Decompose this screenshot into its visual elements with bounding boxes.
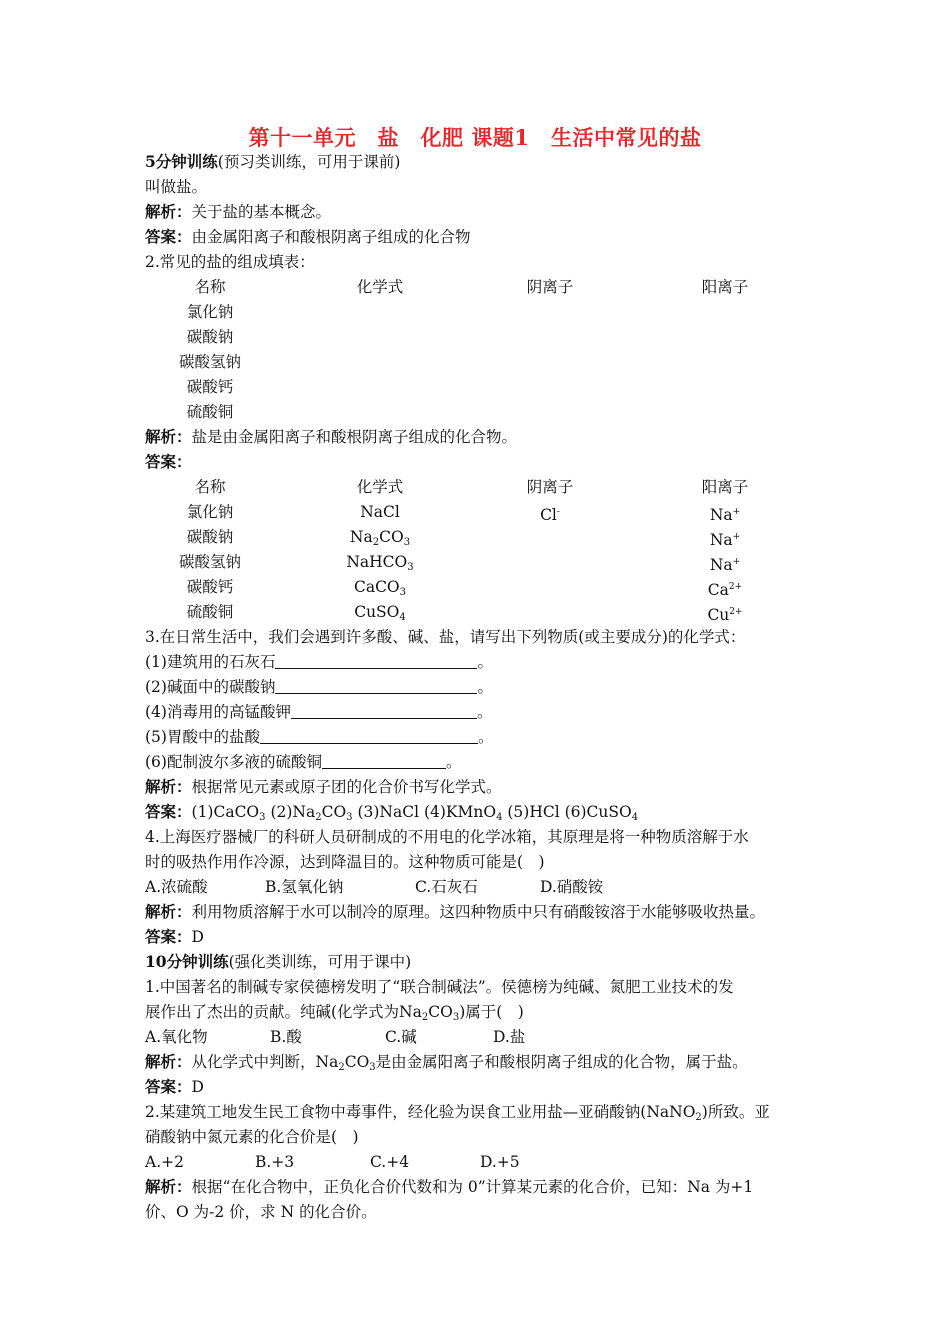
q3-analysis (145, 777, 815, 797)
formula-subscript: 3 (403, 537, 411, 548)
ion-symbol: Na (709, 556, 733, 574)
table-cell-name: 氯化钠 (186, 303, 234, 321)
q4-options (145, 877, 815, 897)
p2-analysis-cont: 价、O 为-2 价，求 N 的化合价。 (145, 1203, 377, 1221)
section-title: 5分钟训练 (145, 152, 218, 171)
table-cell-anion (500, 502, 600, 525)
formula-subscript: 2 (695, 1112, 702, 1123)
analysis-text: 关于盐的基本概念。 (191, 203, 332, 221)
option-d: D.+5 (480, 1153, 520, 1171)
item-label: (2)碱面中的碳酸钠 (145, 678, 276, 696)
text-part: 从化学式中判断，Na (191, 1053, 339, 1071)
item-end: 。 (477, 653, 493, 671)
section-subtitle: (强化类训练，可用于课中) (228, 953, 412, 971)
option-b: B.+3 (255, 1153, 295, 1171)
answer-text: D (191, 928, 204, 946)
q3-item (145, 752, 815, 772)
q2-text: 2.常见的盐的组成填表： (145, 253, 315, 271)
answer-label: 答案： (145, 927, 192, 946)
q1-text: 叫做盐。 (145, 178, 208, 196)
section-title: 10分钟训练 (145, 952, 229, 971)
table-header-cation: 阳离子 (701, 478, 749, 496)
ion-charge: 2+ (729, 607, 743, 617)
ion-symbol: Cu (707, 606, 730, 624)
answer-blank[interactable] (260, 729, 478, 744)
table-cell-cation (675, 602, 775, 625)
table-cell-name: 碳酸钠 (186, 328, 234, 346)
table-header-anion: 阴离子 (526, 478, 574, 496)
table-cell-name: 碳酸钙 (186, 378, 234, 396)
table-cell-name: 氯化钠 (186, 503, 234, 521)
table-cell-name: 碳酸钠 (186, 528, 234, 546)
ion-symbol: Na (709, 531, 733, 549)
option-a: A.浓硫酸 (145, 878, 208, 896)
q1-analysis (145, 202, 815, 222)
formula-subscript: 2 (338, 1062, 345, 1073)
analysis-label: 解析： (145, 427, 192, 446)
answer-part: (2)Na (265, 803, 316, 821)
table-header-name: 名称 (194, 278, 226, 296)
table-cell-name: 硫酸铜 (186, 603, 234, 621)
answer-blank[interactable] (291, 704, 477, 719)
q3-item (145, 727, 815, 747)
text-part: 是由金属阳离子和酸根阴离子组成的化合物，属于盐。 (375, 1053, 748, 1071)
answer-text: 由金属阳离子和酸根阴离子组成的化合物 (191, 228, 471, 246)
item-label: (5)胃酸中的盐酸 (145, 728, 260, 746)
table-cell-formula (330, 552, 430, 578)
p2-text (145, 1102, 815, 1128)
p1-analysis (145, 1052, 815, 1078)
text-part: 2.某建筑工地发生民工食物中毒事件，经化验为误食工业用盐—亚硝酸钠(NaNO (145, 1103, 696, 1121)
analysis-label: 解析： (145, 1177, 192, 1196)
q2-answer-label: 答案： (145, 452, 192, 471)
table-cell-name: 碳酸氢钠 (178, 553, 241, 571)
formula-subscript: 3 (346, 812, 353, 823)
q4-analysis (145, 902, 815, 922)
p2-analysis (145, 1177, 815, 1197)
analysis-text: 根据“在化合物中，正负化合价代数和为 0”计算某元素的化合价，已知：Na 为+1 (191, 1178, 754, 1196)
q3-item (145, 702, 815, 722)
analysis-text: 利用物质溶解于水可以制冷的原理。这四种物质中只有硝酸铵溶于水能够吸收热量。 (191, 903, 766, 921)
item-label: (1)建筑用的石灰石 (145, 653, 276, 671)
answer-blank[interactable] (275, 654, 477, 669)
p1-text: 1.中国著名的制碱专家侯德榜发明了“联合制碱法”。侯德榜为纯碱、氮肥工业技术的发 (145, 978, 734, 996)
table-cell-name: 碳酸氢钠 (178, 353, 241, 371)
formula-part: Na (349, 528, 373, 546)
item-label: (4)消毒用的高锰酸钾 (145, 703, 291, 721)
option-b: B.酸 (270, 1028, 302, 1046)
table-cell-cation (675, 552, 775, 575)
table-cell-formula (330, 577, 430, 603)
analysis-label: 解析： (145, 902, 192, 921)
item-label: (6)配制波尔多液的硫酸铜 (145, 753, 322, 771)
table-header-name: 名称 (194, 478, 226, 496)
item-end: 。 (445, 753, 462, 771)
formula-subscript: 3 (399, 587, 407, 598)
table-cell-formula (330, 527, 430, 553)
option-a: A.+2 (145, 1153, 184, 1171)
text-part: CO (428, 1003, 453, 1021)
q2-analysis (145, 427, 815, 447)
answer-part: (1)CaCO (191, 803, 260, 821)
table-header-anion: 阴离子 (526, 278, 574, 296)
section-heading (145, 152, 815, 172)
formula-subscript: 3 (369, 1062, 376, 1073)
formula-part: NaHCO (346, 553, 408, 571)
section-heading (145, 952, 815, 972)
ion-symbol: Ca (707, 581, 729, 599)
formula-subscript: 3 (407, 562, 414, 573)
section-subtitle: (预习类训练，可用于课前) (217, 153, 401, 171)
analysis-label: 解析： (145, 1052, 192, 1071)
ion-charge: + (732, 557, 741, 567)
answer-blank[interactable] (275, 679, 477, 694)
answer-part: (5)HCl (6)CuSO (502, 803, 632, 821)
text-part: 展作出了杰出的贡献。纯碱(化学式为Na (145, 1003, 422, 1021)
ion-charge: - (556, 507, 560, 517)
answer-part: CO (321, 803, 347, 821)
formula-part: CaCO (353, 578, 400, 596)
answer-blank[interactable] (322, 754, 446, 769)
q4-answer (145, 927, 815, 947)
item-end: 。 (477, 728, 494, 746)
p1-text (145, 1002, 815, 1028)
answer-label: 答案： (145, 1077, 192, 1096)
formula-subscript: 2 (315, 812, 322, 823)
table-cell-formula (330, 602, 430, 628)
q1-answer (145, 227, 815, 247)
table-cell-name: 硫酸铜 (186, 403, 234, 421)
table-cell-cation (675, 502, 775, 525)
table-header-formula: 化学式 (356, 278, 404, 296)
p1-options (145, 1027, 815, 1047)
ion-charge: 2+ (728, 582, 743, 592)
formula-subscript: 4 (631, 812, 639, 823)
q4-text: 时的吸热作用作冷源，达到降温目的。这种物质可能是( ) (145, 853, 545, 871)
answer-label: 答案： (145, 227, 192, 246)
ion-symbol: Na (709, 506, 733, 524)
ion-symbol: Cl (540, 506, 557, 524)
p1-answer (145, 1077, 815, 1097)
p2-text: 硝酸钠中氮元素的化合价是( ) (145, 1128, 359, 1146)
formula-subscript: 4 (496, 812, 503, 823)
table-cell-formula: NaCl (360, 503, 400, 521)
q3-text: 3.在日常生活中，我们会遇到许多酸、碱、盐，请写出下列物质(或主要成分)的化学式： (145, 628, 746, 646)
table-header-cation: 阳离子 (701, 278, 749, 296)
option-b: B.氢氧化钠 (265, 878, 344, 896)
answer-text: D (191, 1078, 204, 1096)
text-part: CO (344, 1053, 370, 1071)
ion-charge: + (732, 507, 741, 517)
analysis-label: 解析： (145, 777, 192, 796)
formula-part: CO (379, 528, 404, 546)
option-c: C.碱 (385, 1028, 417, 1046)
option-a: A.氧化物 (145, 1028, 208, 1046)
q3-answer (145, 802, 815, 828)
formula-subscript: 2 (421, 1012, 429, 1023)
answer-part: (3)NaCl (4)KMnO (352, 803, 497, 821)
table-cell-cation (675, 527, 775, 550)
analysis-text: 根据常见元素或原子团的化合价书写化学式。 (191, 778, 502, 796)
answer-label: 答案： (145, 802, 192, 821)
table-header-formula: 化学式 (356, 478, 404, 496)
table-cell-cation (675, 577, 775, 600)
q3-item (145, 677, 815, 697)
analysis-label: 解析： (145, 202, 192, 221)
formula-subscript: 4 (399, 612, 406, 623)
formula-subscript: 3 (452, 1012, 460, 1023)
page-title: 第十一单元 盐 化肥 课题1 生活中常见的盐 (248, 125, 702, 150)
formula-subscript: 2 (372, 537, 380, 548)
ion-charge: + (732, 532, 741, 542)
item-end: 。 (476, 703, 493, 721)
q4-text: 4.上海医疗器械厂的科研人员研制成的不用电的化学冰箱，其原理是将一种物质溶解于水 (145, 828, 749, 846)
text-part: )所致。亚 (701, 1103, 770, 1121)
item-end: 。 (477, 678, 493, 696)
formula-subscript: 3 (259, 812, 266, 823)
q3-item (145, 652, 815, 672)
text-part: )属于( ) (459, 1003, 524, 1021)
option-d: D.盐 (493, 1028, 526, 1046)
p2-options (145, 1152, 815, 1172)
table-cell-name: 碳酸钙 (186, 578, 234, 596)
formula-part: CuSO (354, 603, 400, 621)
option-c: C.+4 (370, 1153, 410, 1171)
option-d: D.硝酸铵 (540, 878, 604, 896)
option-c: C.石灰石 (415, 878, 478, 896)
analysis-text: 盐是由金属阳离子和酸根阴离子组成的化合物。 (191, 428, 518, 446)
